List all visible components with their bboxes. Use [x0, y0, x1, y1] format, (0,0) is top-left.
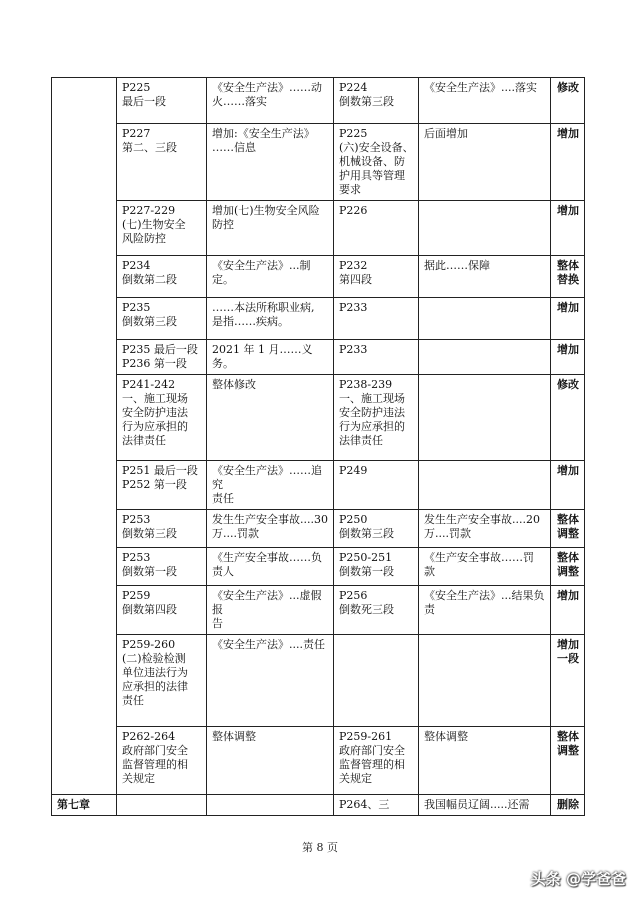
cell-text: 火……落实 — [212, 95, 267, 108]
new-content-cell — [207, 375, 334, 461]
cell-text: 整体 — [557, 513, 579, 526]
old-page-cell — [117, 298, 207, 340]
new-page-cell — [334, 461, 419, 510]
cell-text: 责人 — [212, 565, 234, 578]
cell-text: 第四段 — [339, 273, 372, 286]
old-page-cell — [117, 78, 207, 124]
cell-text: 《生产安全事故……负 — [212, 551, 322, 564]
new-page-cell — [334, 201, 419, 256]
cell-text: P232 — [339, 259, 368, 272]
cell-text: 增加 — [557, 589, 579, 602]
new-content-cell — [207, 510, 334, 548]
cell-text: 修改 — [557, 81, 579, 94]
cell-text: P233 — [339, 301, 368, 314]
cell-text: 增加 — [557, 638, 579, 651]
cell-text: P253 — [122, 551, 151, 564]
cell-text: 增加 — [557, 464, 579, 477]
old-content-cell — [419, 256, 551, 298]
cell-text: 万....罚款 — [424, 527, 471, 540]
action-cell — [551, 635, 585, 727]
cell-text: 发生生产安全事故....20 — [424, 513, 540, 526]
new-content-cell — [207, 548, 334, 586]
cell-text: 倒数第一段 — [122, 565, 177, 578]
action-cell — [551, 375, 585, 461]
old-content-cell — [419, 586, 551, 635]
cell-text: 增加 — [557, 343, 579, 356]
cell-text: 最后一段 — [122, 95, 166, 108]
new-content-cell — [207, 124, 334, 201]
cell-text: 款 — [424, 565, 435, 578]
cell-text: 行为应承担的 — [122, 420, 188, 433]
table-row — [52, 635, 585, 727]
new-content-cell — [207, 795, 334, 816]
cell-text: 增加 — [557, 127, 579, 140]
cell-text: 发生生产安全事故....30 — [212, 513, 328, 526]
new-page-cell — [334, 586, 419, 635]
cell-text: 后面增加 — [424, 127, 468, 140]
old-page-cell — [117, 201, 207, 256]
new-content-cell — [207, 256, 334, 298]
old-content-cell — [419, 461, 551, 510]
new-page-cell — [334, 256, 419, 298]
cell-text: 《安全生产法》....责任 — [212, 638, 325, 651]
old-content-cell — [419, 375, 551, 461]
cell-text: 法律责任 — [339, 434, 383, 447]
cell-text: P256 — [339, 589, 368, 602]
new-page-cell — [334, 548, 419, 586]
cell-text: 《安全生产法》...虚假报 — [212, 589, 322, 616]
new-page-cell — [334, 635, 419, 727]
cell-text: 《安全生产法》...结果负 — [424, 589, 545, 602]
cell-text: 安全防护违法 — [339, 406, 405, 419]
cell-text: 据此……保障 — [424, 259, 490, 272]
cell-text: P225 — [339, 127, 368, 140]
cell-text: P224 — [339, 81, 368, 94]
cell-text: 《生产安全事故……罚 — [424, 551, 534, 564]
action-cell — [551, 795, 585, 816]
cell-text: P259-261 — [339, 730, 393, 743]
cell-text: 修改 — [557, 378, 579, 391]
action-cell — [551, 340, 585, 375]
cell-text: 倒数第一段 — [339, 565, 394, 578]
cell-text: P250-251 — [339, 551, 393, 564]
cell-text: P259 — [122, 589, 151, 602]
action-cell — [551, 727, 585, 795]
action-cell — [551, 586, 585, 635]
cell-text: P227-229 — [122, 204, 176, 217]
cell-text: P227 — [122, 127, 151, 140]
old-page-cell — [117, 340, 207, 375]
watermark: 头条 @学爸爸 — [530, 870, 626, 888]
cell-text: 机械设备、防 — [339, 155, 405, 168]
cell-text: P234 — [122, 259, 151, 272]
cell-text: 万....罚款 — [212, 527, 259, 540]
cell-text: P250 — [339, 513, 368, 526]
new-page-cell — [334, 795, 419, 816]
cell-text: 监督管理的相 — [122, 758, 188, 771]
cell-text: 倒数第三段 — [339, 527, 394, 540]
cell-text: 整体 — [557, 259, 579, 272]
chapter-cell-empty — [52, 78, 117, 795]
new-page-cell — [334, 727, 419, 795]
table-row — [52, 256, 585, 298]
cell-text: 关规定 — [122, 772, 155, 785]
cell-text: 责 — [424, 603, 435, 616]
cell-text: 应承担的法律 — [122, 680, 188, 693]
cell-text: 责任 — [122, 694, 144, 707]
cell-text: 一、施工现场 — [122, 392, 188, 405]
table-row — [52, 340, 585, 375]
cell-text: 护用具等管理 — [339, 169, 405, 182]
cell-text: ……信息 — [212, 141, 256, 154]
cell-text: 《安全生产法》....落实 — [424, 81, 537, 94]
cell-text: P264、三 — [339, 798, 390, 811]
cell-text: 我国幅员辽阔.....还需 — [424, 798, 530, 811]
cell-text: 替换 — [557, 273, 579, 286]
table-row — [52, 298, 585, 340]
new-page-cell — [334, 375, 419, 461]
revision-table-body — [52, 78, 585, 816]
new-content-cell — [207, 78, 334, 124]
cell-text: (七)生物安全 — [122, 218, 186, 231]
cell-text: 《安全生产法》……动 — [212, 81, 322, 94]
table-row — [52, 201, 585, 256]
cell-text: 增加 — [557, 204, 579, 217]
cell-text: 整体 — [557, 730, 579, 743]
old-content-cell — [419, 727, 551, 795]
cell-text: 政府部门安全 — [122, 744, 188, 757]
new-page-cell — [334, 340, 419, 375]
page-number: 第 8 页 — [302, 841, 338, 854]
new-content-cell — [207, 298, 334, 340]
old-content-cell — [419, 340, 551, 375]
cell-text: 整体调整 — [424, 730, 468, 743]
new-content-cell — [207, 635, 334, 727]
chapter-cell: 第七章 — [52, 795, 117, 816]
action-cell — [551, 461, 585, 510]
cell-text: P241-242 — [122, 378, 176, 391]
old-page-cell — [117, 586, 207, 635]
action-cell — [551, 124, 585, 201]
old-page-cell — [117, 510, 207, 548]
table-row — [52, 78, 585, 124]
cell-text: 倒数第三段 — [339, 95, 394, 108]
cell-text: P251 最后一段 — [122, 464, 198, 477]
cell-text: 风险防控 — [122, 232, 166, 245]
old-page-cell — [117, 795, 207, 816]
old-content-cell — [419, 78, 551, 124]
action-cell — [551, 201, 585, 256]
cell-text: 调整 — [557, 527, 579, 540]
chapter-row — [52, 795, 585, 816]
new-page-cell — [334, 78, 419, 124]
old-page-cell — [117, 635, 207, 727]
cell-text: 调整 — [557, 565, 579, 578]
new-content-cell — [207, 586, 334, 635]
cell-text: 《安全生产法》……追究 — [212, 464, 322, 491]
new-page-cell — [334, 510, 419, 548]
cell-text: P236 第一段 — [122, 357, 187, 370]
cell-text: P226 — [339, 204, 368, 217]
cell-text: 责任 — [212, 492, 234, 505]
action-cell — [551, 548, 585, 586]
old-content-cell — [419, 201, 551, 256]
cell-text: 法律责任 — [122, 434, 166, 447]
cell-text: 《安全生产法》...制定。 — [212, 259, 311, 286]
old-page-cell — [117, 124, 207, 201]
cell-text: 倒数第三段 — [122, 527, 177, 540]
table-row — [52, 548, 585, 586]
cell-text: 增加:《安全生产法》 — [212, 127, 315, 140]
table-row — [52, 727, 585, 795]
cell-text: 安全防护违法 — [122, 406, 188, 419]
cell-text: P235 — [122, 301, 151, 314]
cell-text: P235 最后一段 — [122, 343, 198, 356]
table-row — [52, 375, 585, 461]
cell-text: P225 — [122, 81, 151, 94]
action-cell — [551, 510, 585, 548]
cell-text: 增加 — [557, 301, 579, 314]
new-content-cell — [207, 201, 334, 256]
table-row — [52, 124, 585, 201]
old-content-cell — [419, 510, 551, 548]
cell-text: 政府部门安全 — [339, 744, 405, 757]
old-page-cell — [117, 256, 207, 298]
cell-text: 增加(七)生物安全风险 — [212, 204, 320, 217]
old-page-cell — [117, 375, 207, 461]
cell-text: P238-239 — [339, 378, 393, 391]
cell-text: 第二、三段 — [122, 141, 177, 154]
old-content-cell — [419, 298, 551, 340]
cell-text: 倒数第三段 — [122, 315, 177, 328]
cell-text: P259-260 — [122, 638, 176, 651]
new-content-cell — [207, 727, 334, 795]
table-row — [52, 586, 585, 635]
cell-text: 整体调整 — [212, 730, 256, 743]
revision-table — [51, 77, 585, 816]
old-page-cell — [117, 727, 207, 795]
cell-text: P253 — [122, 513, 151, 526]
cell-text: P252 第一段 — [122, 478, 187, 491]
action-cell — [551, 78, 585, 124]
cell-text: 关规定 — [339, 772, 372, 785]
cell-text: 倒数死三段 — [339, 603, 394, 616]
new-content-cell — [207, 461, 334, 510]
cell-text: 告 — [212, 617, 223, 630]
old-content-cell — [419, 635, 551, 727]
cell-text: 2021 年 1 月……义务。 — [212, 343, 313, 370]
cell-text: 倒数第二段 — [122, 273, 177, 286]
action-cell — [551, 298, 585, 340]
cell-text: 单位违法行为 — [122, 666, 188, 679]
old-content-cell — [419, 124, 551, 201]
old-page-cell — [117, 461, 207, 510]
cell-text: 倒数第四段 — [122, 603, 177, 616]
cell-text: 防控 — [212, 218, 234, 231]
cell-text: ……本法所称职业病, — [212, 301, 315, 314]
old-page-cell — [117, 548, 207, 586]
old-content-cell — [419, 548, 551, 586]
table-row — [52, 510, 585, 548]
old-content-cell — [419, 795, 551, 816]
cell-text: (二)检验检测 — [122, 652, 186, 665]
table-row — [52, 461, 585, 510]
new-content-cell — [207, 340, 334, 375]
cell-text: 要求 — [339, 183, 361, 196]
new-page-cell — [334, 124, 419, 201]
cell-text: P233 — [339, 343, 368, 356]
cell-text: 整体 — [557, 551, 579, 564]
new-page-cell — [334, 298, 419, 340]
cell-text: 是指……疾病。 — [212, 315, 289, 328]
cell-text: 调整 — [557, 744, 579, 757]
cell-text: 监督管理的相 — [339, 758, 405, 771]
cell-text: 一段 — [557, 652, 579, 665]
cell-text: 删除 — [557, 798, 579, 811]
cell-text: (六)安全设备、 — [339, 141, 414, 154]
cell-text: 行为应承担的 — [339, 420, 405, 433]
cell-text: 整体修改 — [212, 378, 256, 391]
action-cell — [551, 256, 585, 298]
cell-text: P262-264 — [122, 730, 176, 743]
cell-text: 一、施工现场 — [339, 392, 405, 405]
cell-text: P249 — [339, 464, 368, 477]
